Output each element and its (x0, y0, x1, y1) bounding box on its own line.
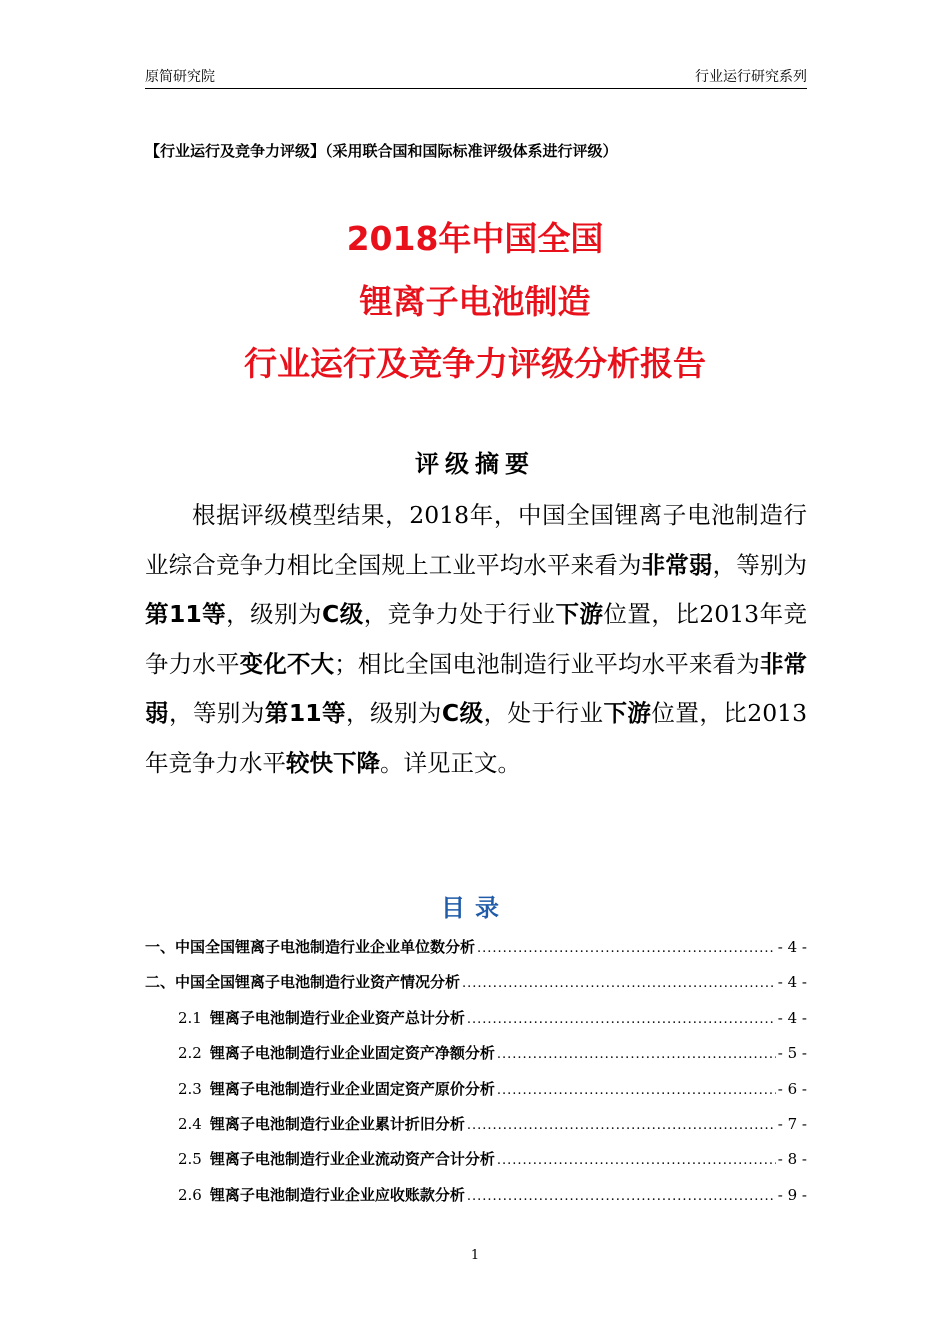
summary-emphasis: C级 (322, 600, 364, 629)
summary-emphasis: 非常弱 (641, 550, 713, 579)
summary-text: ，等别为 (168, 699, 265, 728)
toc-entry-label: 锂离子电池制造行业企业累计折旧分析 (209, 1114, 465, 1133)
summary-emphasis: 非常弱 (145, 649, 808, 728)
toc-dot-leader (467, 1118, 776, 1133)
summary-emphasis: 下游 (555, 600, 604, 629)
toc-entry-page: - 7 - (777, 1114, 807, 1133)
toc-entry-label: 锂离子电池制造行业企业流动资产合计分析 (209, 1150, 495, 1169)
toc-entry[interactable] (145, 1184, 807, 1219)
toc-entry-page: - 4 - (777, 938, 807, 956)
summary-paragraph (145, 491, 807, 789)
header-publisher: 原简研究院 (145, 69, 215, 85)
toc-entry[interactable] (145, 1148, 807, 1183)
toc-entry[interactable] (145, 1042, 807, 1077)
summary-emphasis: 变化不大 (239, 649, 335, 678)
toc-entry-number: 2.2 (178, 1044, 202, 1063)
summary-text: ，级别为 (226, 600, 323, 629)
toc-dot-leader (497, 1047, 776, 1062)
toc-entry-label: 一、中国全国锂离子电池制造行业企业单位数分析 (145, 938, 476, 956)
summary-emphasis: 下游 (603, 699, 652, 728)
summary-text: ；相比全国电池制造行业平均水平来看为 (334, 649, 760, 678)
summary-emphasis: 第11等 (145, 600, 227, 629)
toc-entry-page: - 4 - (777, 1008, 807, 1027)
toc-entry-page: - 9 - (777, 1185, 807, 1204)
summary-emphasis: 较快下降 (286, 748, 380, 777)
header-series: 行业运行研究系列 (695, 69, 807, 85)
toc-entry-page: - 5 - (777, 1044, 807, 1063)
toc-entry[interactable] (145, 1007, 807, 1042)
summary-text: 位置，比2013年竞争力水平 (145, 699, 808, 777)
title-line-2: 锂离子电池制造 (359, 282, 591, 321)
toc-entry-label: 锂离子电池制造行业企业固定资产原价分析 (209, 1079, 495, 1098)
summary-emphasis: C级 (441, 699, 484, 728)
toc-entry-label: 锂离子电池制造行业企业资产总计分析 (209, 1008, 465, 1027)
toc-entry-label: 锂离子电池制造行业企业固定资产净额分析 (209, 1044, 495, 1063)
toc-dot-leader (497, 1153, 776, 1168)
toc-entry-page: - 4 - (777, 973, 807, 992)
toc-entry-number: 2.3 (178, 1079, 202, 1098)
summary-text: ，等别为 (712, 550, 808, 579)
page-number: 1 (470, 1248, 480, 1263)
toc-entry-number: 2.4 (178, 1114, 202, 1133)
toc-dot-leader (467, 1189, 776, 1204)
summary-emphasis: 第11等 (264, 699, 346, 728)
summary-heading: 评级摘要 (415, 450, 535, 478)
toc-entry-label: 锂离子电池制造行业企业应收账款分析 (209, 1185, 465, 1204)
toc-dot-leader (467, 1012, 776, 1027)
toc-dot-leader (462, 976, 776, 991)
summary-text: ，级别为 (346, 699, 442, 728)
header-divider (145, 88, 807, 89)
summary-text: ，竞争力处于行业 (363, 600, 556, 629)
toc-entry-number: 2.6 (178, 1185, 202, 1204)
table-of-contents (145, 936, 807, 1219)
toc-entry[interactable] (145, 971, 807, 1006)
toc-entry[interactable] (145, 1113, 807, 1148)
toc-entry-page: - 8 - (777, 1150, 807, 1169)
toc-dot-leader (497, 1083, 776, 1098)
page-header (145, 66, 807, 90)
toc-entry-number: 2.1 (178, 1008, 202, 1027)
toc-entry-label: 二、中国全国锂离子电池制造行业资产情况分析 (145, 973, 461, 992)
rating-note: 【行业运行及竞争力评级】（采用联合国和国际标准评级体系进行评级） (145, 142, 618, 160)
toc-entry[interactable] (145, 1078, 807, 1113)
toc-heading: 目录 (441, 894, 509, 922)
summary-text: 。详见正文。 (380, 748, 521, 777)
toc-entry-number: 2.5 (178, 1150, 202, 1169)
summary-text: ，处于行业 (483, 699, 604, 728)
toc-dot-leader (477, 941, 776, 956)
toc-entry-page: - 6 - (777, 1079, 807, 1098)
title-line-3: 行业运行及竞争力评级分析报告 (244, 344, 706, 383)
summary-text: 位置，比2013年竞争力水平 (145, 600, 808, 678)
title-line-1: 2018年中国全国 (346, 219, 604, 258)
toc-entry[interactable] (145, 936, 807, 971)
summary-text: 根据评级模型结果，2018年，中国全国锂离子电池制造行业综合竞争力相比全国规上工业平均水平来看为 (145, 501, 807, 579)
